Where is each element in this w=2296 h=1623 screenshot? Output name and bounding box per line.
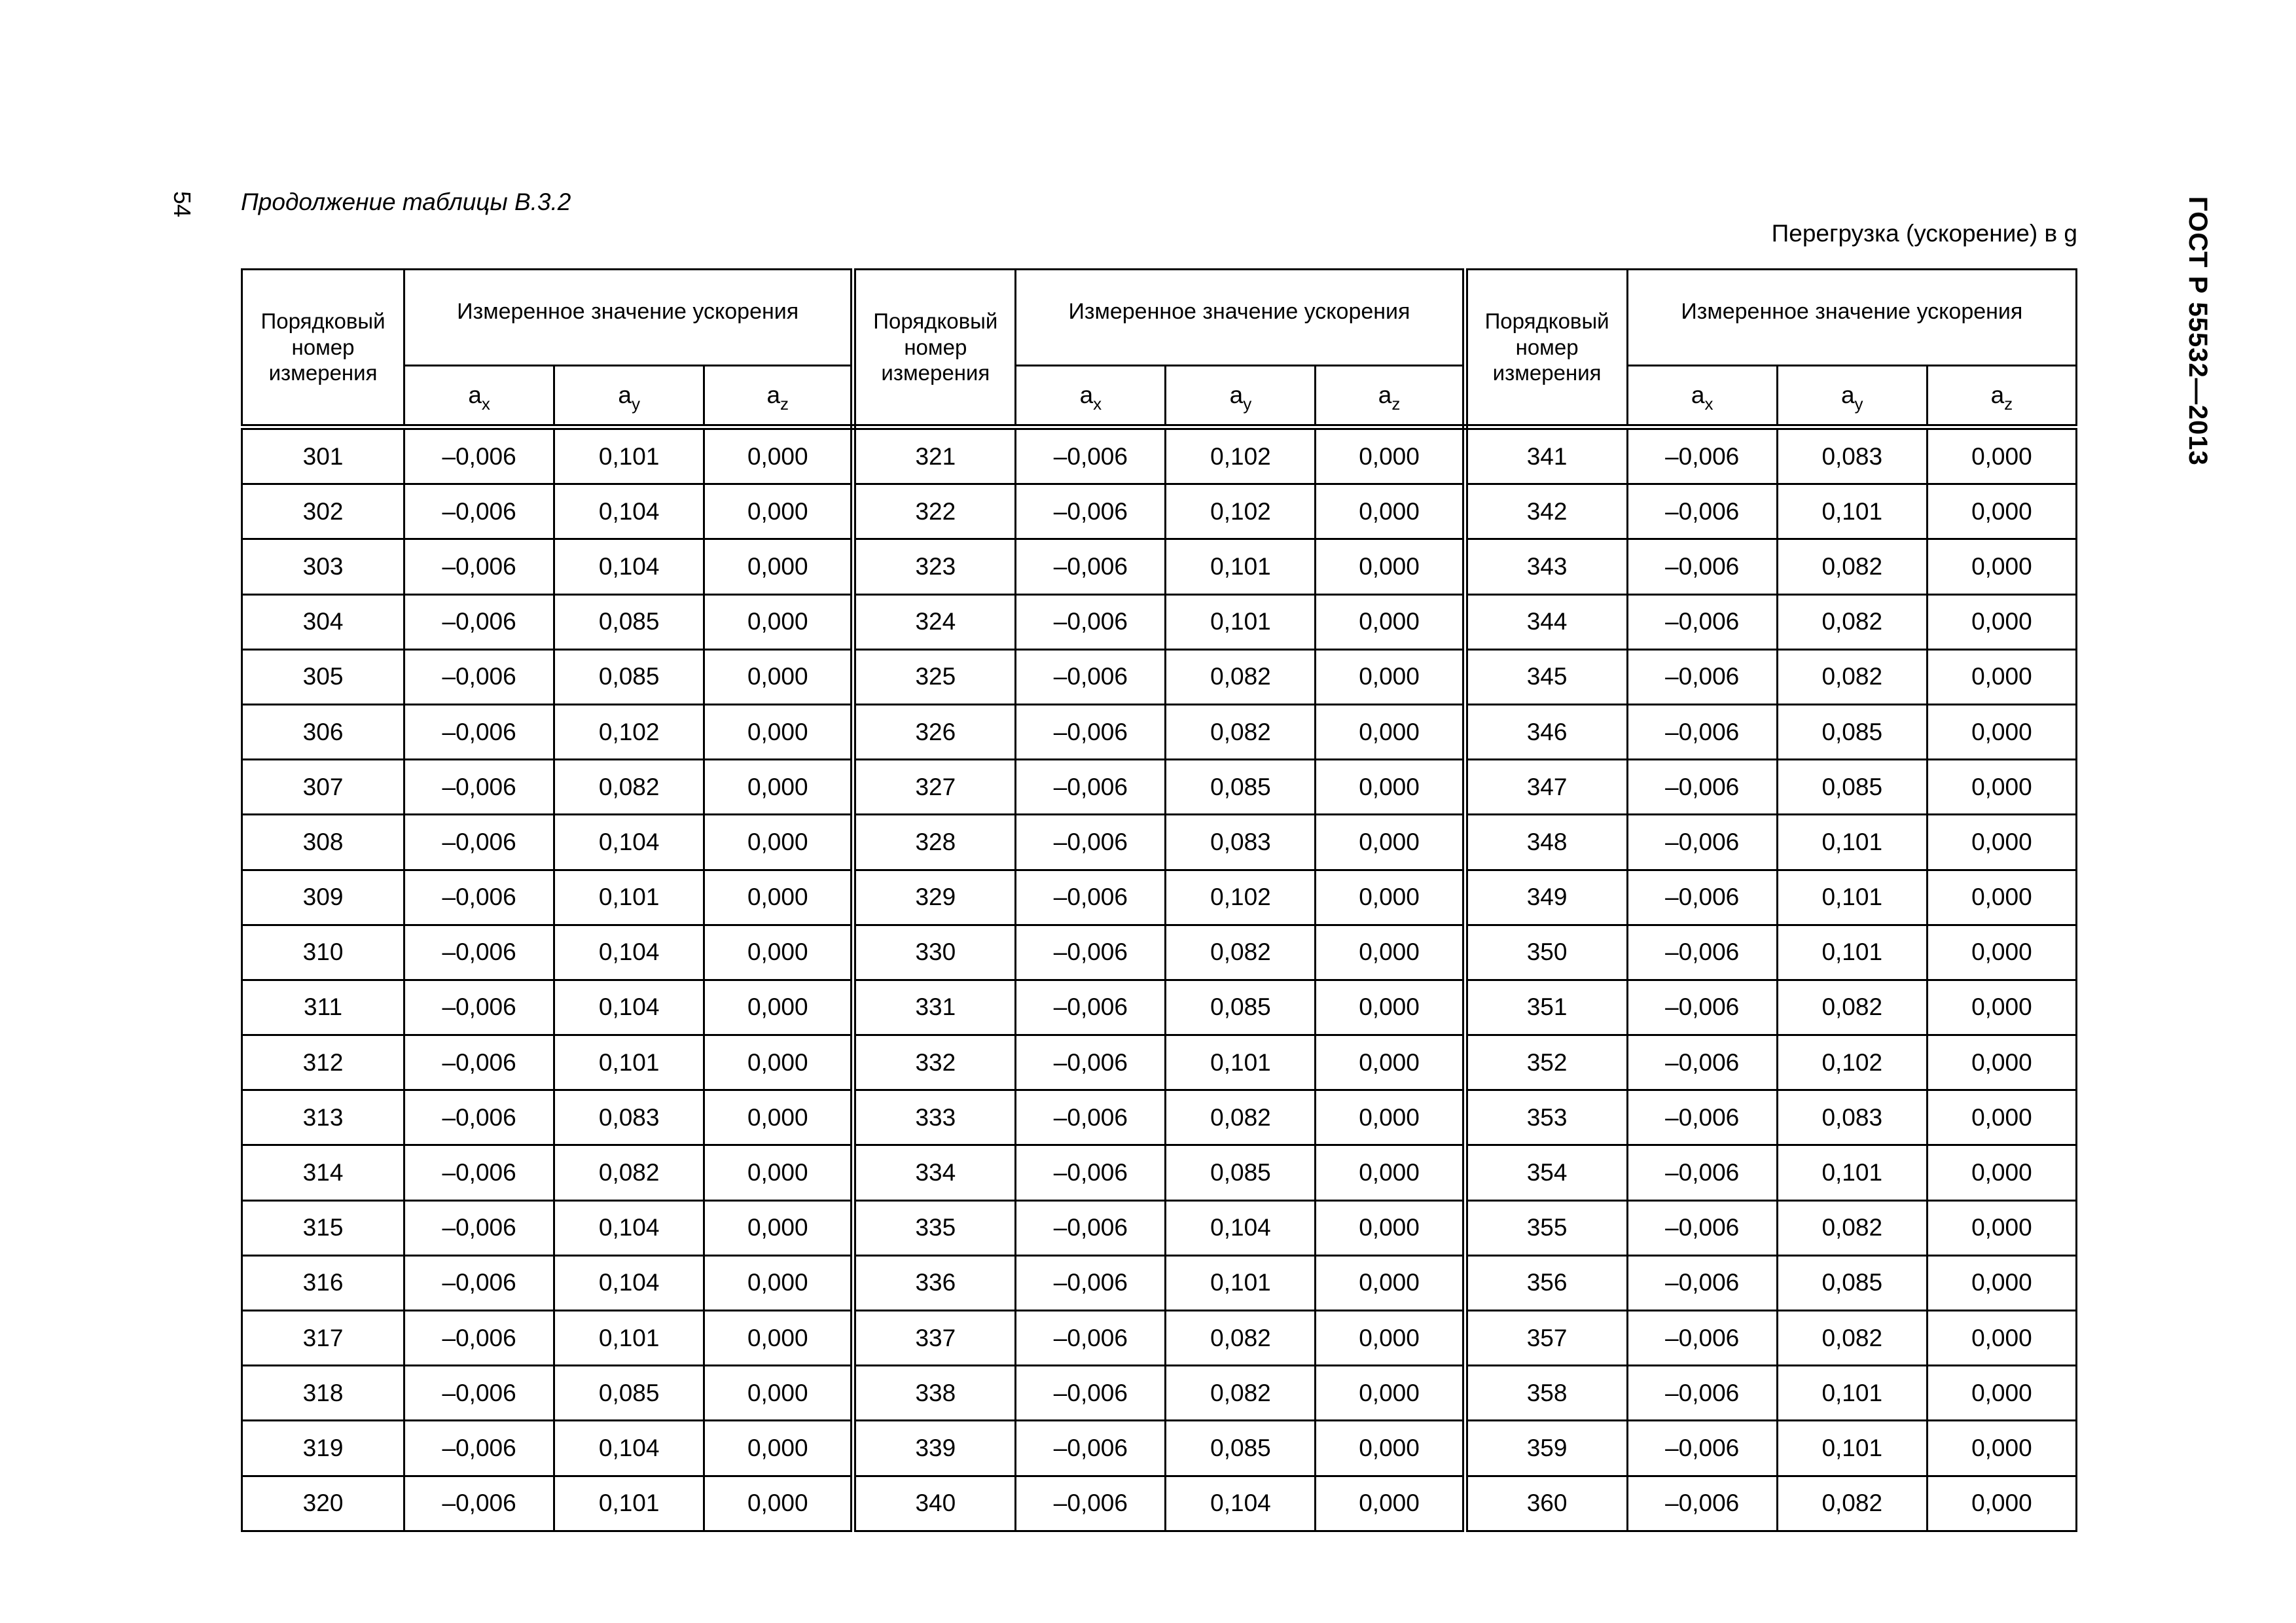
ay-value: 0,082 xyxy=(1166,1311,1316,1366)
az-value: 0,000 xyxy=(1316,980,1465,1035)
header-measured-acceleration-1: Измеренное значение ускорения xyxy=(404,270,853,366)
ax-value: –0,006 xyxy=(1627,1366,1777,1421)
sequence-number: 347 xyxy=(1465,760,1627,815)
sequence-number: 315 xyxy=(242,1200,404,1255)
axis-subscript: y xyxy=(1854,394,1863,414)
ax-value: –0,006 xyxy=(1627,1421,1777,1476)
ax-value: –0,006 xyxy=(1627,649,1777,704)
sequence-number: 330 xyxy=(853,925,1016,980)
table-row xyxy=(242,1035,2077,1090)
sequence-number: 302 xyxy=(242,484,404,539)
ay-value: 0,101 xyxy=(1777,484,1927,539)
ay-value: 0,085 xyxy=(1777,1255,1927,1310)
az-value: 0,000 xyxy=(1927,1090,2076,1145)
axis-base: a xyxy=(1691,382,1705,408)
sequence-number: 301 xyxy=(242,427,404,484)
ax-value: –0,006 xyxy=(1627,1035,1777,1090)
ax-value: –0,006 xyxy=(1016,815,1166,870)
axis-base: a xyxy=(1079,382,1094,408)
ay-value: 0,085 xyxy=(1777,760,1927,815)
sequence-number: 327 xyxy=(853,760,1016,815)
ax-value: –0,006 xyxy=(1627,980,1777,1035)
sequence-number: 325 xyxy=(853,649,1016,704)
table-row xyxy=(242,704,2077,759)
ax-value: –0,006 xyxy=(1627,1200,1777,1255)
axis-subscript: x xyxy=(1704,394,1713,414)
ax-value: –0,006 xyxy=(1627,1090,1777,1145)
sequence-number: 324 xyxy=(853,594,1016,649)
sequence-number: 359 xyxy=(1465,1421,1627,1476)
az-value: 0,000 xyxy=(1316,1090,1465,1145)
sequence-number: 346 xyxy=(1465,704,1627,759)
az-value: 0,000 xyxy=(1927,815,2076,870)
ay-value: 0,082 xyxy=(1166,704,1316,759)
ax-value: –0,006 xyxy=(1627,1255,1777,1310)
ax-value: –0,006 xyxy=(404,1366,554,1421)
az-value: 0,000 xyxy=(1927,427,2076,484)
az-value: 0,000 xyxy=(1316,925,1465,980)
az-value: 0,000 xyxy=(1927,1145,2076,1200)
axis-subscript: z xyxy=(1391,394,1401,414)
az-value: 0,000 xyxy=(1316,594,1465,649)
sequence-number: 355 xyxy=(1465,1200,1627,1255)
header-ay xyxy=(1777,366,1927,427)
ay-value: 0,101 xyxy=(554,1035,704,1090)
ay-value: 0,101 xyxy=(1166,1035,1316,1090)
ax-value: –0,006 xyxy=(1627,704,1777,759)
az-value: 0,000 xyxy=(704,484,853,539)
az-value: 0,000 xyxy=(704,870,853,925)
ax-value: –0,006 xyxy=(1016,1200,1166,1255)
ax-value: –0,006 xyxy=(404,1476,554,1531)
ax-value: –0,006 xyxy=(1627,925,1777,980)
table-row xyxy=(242,1145,2077,1200)
sequence-number: 350 xyxy=(1465,925,1627,980)
sequence-number: 334 xyxy=(853,1145,1016,1200)
sequence-number: 305 xyxy=(242,649,404,704)
sequence-number: 337 xyxy=(853,1311,1016,1366)
table-row xyxy=(242,594,2077,649)
ay-value: 0,082 xyxy=(554,760,704,815)
sequence-number: 340 xyxy=(853,1476,1016,1531)
ax-value: –0,006 xyxy=(404,760,554,815)
ax-value: –0,006 xyxy=(404,594,554,649)
axis-base: a xyxy=(1378,382,1392,408)
units-note: Перегрузка (ускорение) в g xyxy=(1771,220,2077,247)
ax-value: –0,006 xyxy=(404,1421,554,1476)
ay-value: 0,082 xyxy=(1166,925,1316,980)
az-value: 0,000 xyxy=(704,1090,853,1145)
sequence-number: 309 xyxy=(242,870,404,925)
az-value: 0,000 xyxy=(704,1255,853,1310)
header-measured-acceleration-3: Измеренное значение ускорения xyxy=(1627,270,2076,366)
ay-value: 0,085 xyxy=(1166,1145,1316,1200)
header-ay xyxy=(1166,366,1316,427)
az-value: 0,000 xyxy=(1316,649,1465,704)
page-number: 54 xyxy=(169,191,196,218)
ay-value: 0,085 xyxy=(1777,704,1927,759)
sequence-number: 329 xyxy=(853,870,1016,925)
axis-subscript: z xyxy=(780,394,789,414)
sequence-number: 321 xyxy=(853,427,1016,484)
ay-value: 0,104 xyxy=(554,815,704,870)
az-value: 0,000 xyxy=(1316,1311,1465,1366)
ax-value: –0,006 xyxy=(1016,980,1166,1035)
ay-value: 0,101 xyxy=(554,1476,704,1531)
ax-value: –0,006 xyxy=(1016,1421,1166,1476)
sequence-number: 314 xyxy=(242,1145,404,1200)
az-value: 0,000 xyxy=(704,1311,853,1366)
document-code: ГОСТ Р 55532—2013 xyxy=(2183,196,2212,466)
az-value: 0,000 xyxy=(1927,484,2076,539)
ax-value: –0,006 xyxy=(1016,594,1166,649)
sequence-number: 311 xyxy=(242,980,404,1035)
ay-value: 0,101 xyxy=(1166,594,1316,649)
az-value: 0,000 xyxy=(704,704,853,759)
axis-subscript: z xyxy=(2004,394,2013,414)
ax-value: –0,006 xyxy=(1016,1035,1166,1090)
ax-value: –0,006 xyxy=(1627,815,1777,870)
az-value: 0,000 xyxy=(704,760,853,815)
ax-value: –0,006 xyxy=(404,1145,554,1200)
ay-value: 0,101 xyxy=(1777,1421,1927,1476)
header-az xyxy=(1927,366,2076,427)
az-value: 0,000 xyxy=(1927,980,2076,1035)
az-value: 0,000 xyxy=(1927,539,2076,594)
ay-value: 0,104 xyxy=(554,980,704,1035)
az-value: 0,000 xyxy=(1316,815,1465,870)
ax-value: –0,006 xyxy=(1016,484,1166,539)
ay-value: 0,104 xyxy=(554,484,704,539)
ax-value: –0,006 xyxy=(1016,760,1166,815)
ay-value: 0,085 xyxy=(554,594,704,649)
sequence-number: 331 xyxy=(853,980,1016,1035)
sequence-number: 341 xyxy=(1465,427,1627,484)
sequence-number: 351 xyxy=(1465,980,1627,1035)
sequence-number: 316 xyxy=(242,1255,404,1310)
sequence-number: 348 xyxy=(1465,815,1627,870)
header-ay xyxy=(554,366,704,427)
ay-value: 0,104 xyxy=(554,539,704,594)
sequence-number: 357 xyxy=(1465,1311,1627,1366)
ay-value: 0,101 xyxy=(1777,925,1927,980)
az-value: 0,000 xyxy=(704,1200,853,1255)
axis-base: a xyxy=(1229,382,1244,408)
sequence-number: 352 xyxy=(1465,1035,1627,1090)
table-row xyxy=(242,760,2077,815)
ax-value: –0,006 xyxy=(404,539,554,594)
ax-value: –0,006 xyxy=(1016,427,1166,484)
ax-value: –0,006 xyxy=(1016,1311,1166,1366)
sequence-number: 318 xyxy=(242,1366,404,1421)
axis-base: a xyxy=(618,382,632,408)
sequence-number: 317 xyxy=(242,1311,404,1366)
az-value: 0,000 xyxy=(704,649,853,704)
sequence-number: 349 xyxy=(1465,870,1627,925)
ax-value: –0,006 xyxy=(404,1311,554,1366)
ay-value: 0,082 xyxy=(1777,594,1927,649)
az-value: 0,000 xyxy=(1316,539,1465,594)
az-value: 0,000 xyxy=(1316,1476,1465,1531)
sequence-number: 344 xyxy=(1465,594,1627,649)
az-value: 0,000 xyxy=(1927,760,2076,815)
ay-value: 0,101 xyxy=(1166,1255,1316,1310)
ax-value: –0,006 xyxy=(404,815,554,870)
header-sequence-number-3: Порядковый номер измерения xyxy=(1465,270,1627,427)
axis-subscript: y xyxy=(1243,394,1252,414)
ay-value: 0,082 xyxy=(1777,980,1927,1035)
ax-value: –0,006 xyxy=(1016,1366,1166,1421)
ay-value: 0,082 xyxy=(1166,649,1316,704)
ax-value: –0,006 xyxy=(1016,925,1166,980)
axis-subscript: x xyxy=(1093,394,1102,414)
ax-value: –0,006 xyxy=(404,1090,554,1145)
ay-value: 0,082 xyxy=(1777,1476,1927,1531)
sequence-number: 320 xyxy=(242,1476,404,1531)
ax-value: –0,006 xyxy=(1016,1090,1166,1145)
az-value: 0,000 xyxy=(1927,1200,2076,1255)
sequence-number: 342 xyxy=(1465,484,1627,539)
table-continuation-title: Продолжение таблицы В.3.2 xyxy=(241,188,571,215)
header-measured-acceleration-2: Измеренное значение ускорения xyxy=(1016,270,1465,366)
ax-value: –0,006 xyxy=(404,980,554,1035)
ax-value: –0,006 xyxy=(1627,1145,1777,1200)
ay-value: 0,101 xyxy=(1777,1145,1927,1200)
axis-base: a xyxy=(468,382,482,408)
az-value: 0,000 xyxy=(1316,427,1465,484)
ay-value: 0,102 xyxy=(1166,484,1316,539)
ay-value: 0,102 xyxy=(1166,427,1316,484)
sequence-number: 307 xyxy=(242,760,404,815)
az-value: 0,000 xyxy=(1316,1145,1465,1200)
ay-value: 0,101 xyxy=(1777,815,1927,870)
ay-value: 0,102 xyxy=(1166,870,1316,925)
sequence-number: 326 xyxy=(853,704,1016,759)
table-row xyxy=(242,539,2077,594)
az-value: 0,000 xyxy=(704,594,853,649)
ay-value: 0,104 xyxy=(554,1255,704,1310)
header-az xyxy=(704,366,853,427)
sequence-number: 354 xyxy=(1465,1145,1627,1200)
sequence-number: 336 xyxy=(853,1255,1016,1310)
ax-value: –0,006 xyxy=(1627,1311,1777,1366)
az-value: 0,000 xyxy=(704,980,853,1035)
az-value: 0,000 xyxy=(1316,870,1465,925)
ay-value: 0,082 xyxy=(1777,649,1927,704)
ay-value: 0,082 xyxy=(1777,539,1927,594)
ay-value: 0,101 xyxy=(554,1311,704,1366)
ax-value: –0,006 xyxy=(1627,870,1777,925)
ax-value: –0,006 xyxy=(1627,427,1777,484)
ax-value: –0,006 xyxy=(1627,1476,1777,1531)
ax-value: –0,006 xyxy=(404,427,554,484)
ax-value: –0,006 xyxy=(404,1200,554,1255)
az-value: 0,000 xyxy=(1316,484,1465,539)
az-value: 0,000 xyxy=(704,1035,853,1090)
az-value: 0,000 xyxy=(1927,1255,2076,1310)
az-value: 0,000 xyxy=(1316,704,1465,759)
ay-value: 0,104 xyxy=(1166,1476,1316,1531)
axis-base: a xyxy=(1840,382,1855,408)
ax-value: –0,006 xyxy=(1627,760,1777,815)
table-row xyxy=(242,1090,2077,1145)
sequence-number: 304 xyxy=(242,594,404,649)
ax-value: –0,006 xyxy=(1627,539,1777,594)
table-row xyxy=(242,870,2077,925)
sequence-number: 333 xyxy=(853,1090,1016,1145)
header-ax xyxy=(1016,366,1166,427)
ay-value: 0,085 xyxy=(554,1366,704,1421)
ay-value: 0,082 xyxy=(1166,1090,1316,1145)
ay-value: 0,083 xyxy=(1166,815,1316,870)
table-row xyxy=(242,1311,2077,1366)
sequence-number: 360 xyxy=(1465,1476,1627,1531)
ax-value: –0,006 xyxy=(404,704,554,759)
sequence-number: 328 xyxy=(853,815,1016,870)
az-value: 0,000 xyxy=(1927,1421,2076,1476)
ax-value: –0,006 xyxy=(404,925,554,980)
ay-value: 0,085 xyxy=(1166,1421,1316,1476)
axis-subscript: y xyxy=(631,394,640,414)
sequence-number: 313 xyxy=(242,1090,404,1145)
az-value: 0,000 xyxy=(1927,1366,2076,1421)
ay-value: 0,085 xyxy=(554,649,704,704)
az-value: 0,000 xyxy=(1927,704,2076,759)
ay-value: 0,083 xyxy=(1777,1090,1927,1145)
table-row xyxy=(242,484,2077,539)
az-value: 0,000 xyxy=(704,815,853,870)
ay-value: 0,101 xyxy=(1777,1366,1927,1421)
sequence-number: 356 xyxy=(1465,1255,1627,1310)
header-sequence-number-1: Порядковый номер измерения xyxy=(242,270,404,427)
az-value: 0,000 xyxy=(704,925,853,980)
az-value: 0,000 xyxy=(704,1145,853,1200)
az-value: 0,000 xyxy=(1927,870,2076,925)
sequence-number: 343 xyxy=(1465,539,1627,594)
ay-value: 0,101 xyxy=(1166,539,1316,594)
table-row xyxy=(242,1366,2077,1421)
ay-value: 0,082 xyxy=(1166,1366,1316,1421)
ax-value: –0,006 xyxy=(404,649,554,704)
sequence-number: 312 xyxy=(242,1035,404,1090)
az-value: 0,000 xyxy=(1927,1035,2076,1090)
axis-subscript: x xyxy=(481,394,490,414)
ax-value: –0,006 xyxy=(1016,649,1166,704)
ay-value: 0,082 xyxy=(1777,1200,1927,1255)
ax-value: –0,006 xyxy=(404,484,554,539)
ax-value: –0,006 xyxy=(1627,594,1777,649)
ay-value: 0,102 xyxy=(1777,1035,1927,1090)
sequence-number: 322 xyxy=(853,484,1016,539)
ay-value: 0,104 xyxy=(554,1421,704,1476)
sequence-number: 323 xyxy=(853,539,1016,594)
sequence-number: 358 xyxy=(1465,1366,1627,1421)
table-row xyxy=(242,925,2077,980)
ay-value: 0,104 xyxy=(554,925,704,980)
sequence-number: 308 xyxy=(242,815,404,870)
az-value: 0,000 xyxy=(1316,1200,1465,1255)
ay-value: 0,104 xyxy=(554,1200,704,1255)
ax-value: –0,006 xyxy=(1627,484,1777,539)
ax-value: –0,006 xyxy=(1016,539,1166,594)
table-row xyxy=(242,1476,2077,1531)
ay-value: 0,082 xyxy=(554,1145,704,1200)
ax-value: –0,006 xyxy=(1016,1145,1166,1200)
ax-value: –0,006 xyxy=(1016,1476,1166,1531)
table-body xyxy=(242,427,2077,1531)
az-value: 0,000 xyxy=(1927,1311,2076,1366)
sequence-number: 335 xyxy=(853,1200,1016,1255)
table-row xyxy=(242,1421,2077,1476)
sequence-number: 345 xyxy=(1465,649,1627,704)
ay-value: 0,101 xyxy=(554,870,704,925)
ay-value: 0,085 xyxy=(1166,760,1316,815)
header-ax xyxy=(404,366,554,427)
az-value: 0,000 xyxy=(1316,760,1465,815)
az-value: 0,000 xyxy=(1927,594,2076,649)
az-value: 0,000 xyxy=(1927,649,2076,704)
az-value: 0,000 xyxy=(1927,1476,2076,1531)
az-value: 0,000 xyxy=(1316,1255,1465,1310)
sequence-number: 303 xyxy=(242,539,404,594)
az-value: 0,000 xyxy=(704,427,853,484)
axis-base: a xyxy=(766,382,781,408)
ay-value: 0,101 xyxy=(554,427,704,484)
table-row xyxy=(242,649,2077,704)
ax-value: –0,006 xyxy=(404,1255,554,1310)
ax-value: –0,006 xyxy=(404,870,554,925)
ay-value: 0,083 xyxy=(554,1090,704,1145)
header-sequence-number-2: Порядковый номер измерения xyxy=(853,270,1016,427)
axis-base: a xyxy=(1990,382,2005,408)
ax-value: –0,006 xyxy=(404,1035,554,1090)
az-value: 0,000 xyxy=(1316,1366,1465,1421)
sequence-number: 338 xyxy=(853,1366,1016,1421)
sequence-number: 339 xyxy=(853,1421,1016,1476)
table-row xyxy=(242,1200,2077,1255)
header-az xyxy=(1316,366,1465,427)
ay-value: 0,102 xyxy=(554,704,704,759)
ay-value: 0,083 xyxy=(1777,427,1927,484)
az-value: 0,000 xyxy=(1316,1421,1465,1476)
ay-value: 0,101 xyxy=(1777,870,1927,925)
sequence-number: 319 xyxy=(242,1421,404,1476)
ay-value: 0,085 xyxy=(1166,980,1316,1035)
table-row xyxy=(242,427,2077,484)
sequence-number: 332 xyxy=(853,1035,1016,1090)
ax-value: –0,006 xyxy=(1016,704,1166,759)
az-value: 0,000 xyxy=(704,539,853,594)
az-value: 0,000 xyxy=(1316,1035,1465,1090)
az-value: 0,000 xyxy=(704,1421,853,1476)
ax-value: –0,006 xyxy=(1016,1255,1166,1310)
table-row xyxy=(242,1255,2077,1310)
ax-value: –0,006 xyxy=(1016,870,1166,925)
table-row xyxy=(242,815,2077,870)
az-value: 0,000 xyxy=(1927,925,2076,980)
header-ax xyxy=(1627,366,1777,427)
az-value: 0,000 xyxy=(704,1366,853,1421)
ay-value: 0,082 xyxy=(1777,1311,1927,1366)
ay-value: 0,104 xyxy=(1166,1200,1316,1255)
sequence-number: 310 xyxy=(242,925,404,980)
az-value: 0,000 xyxy=(704,1476,853,1531)
sequence-number: 353 xyxy=(1465,1090,1627,1145)
table-row xyxy=(242,980,2077,1035)
sequence-number: 306 xyxy=(242,704,404,759)
acceleration-table xyxy=(241,268,2077,1532)
